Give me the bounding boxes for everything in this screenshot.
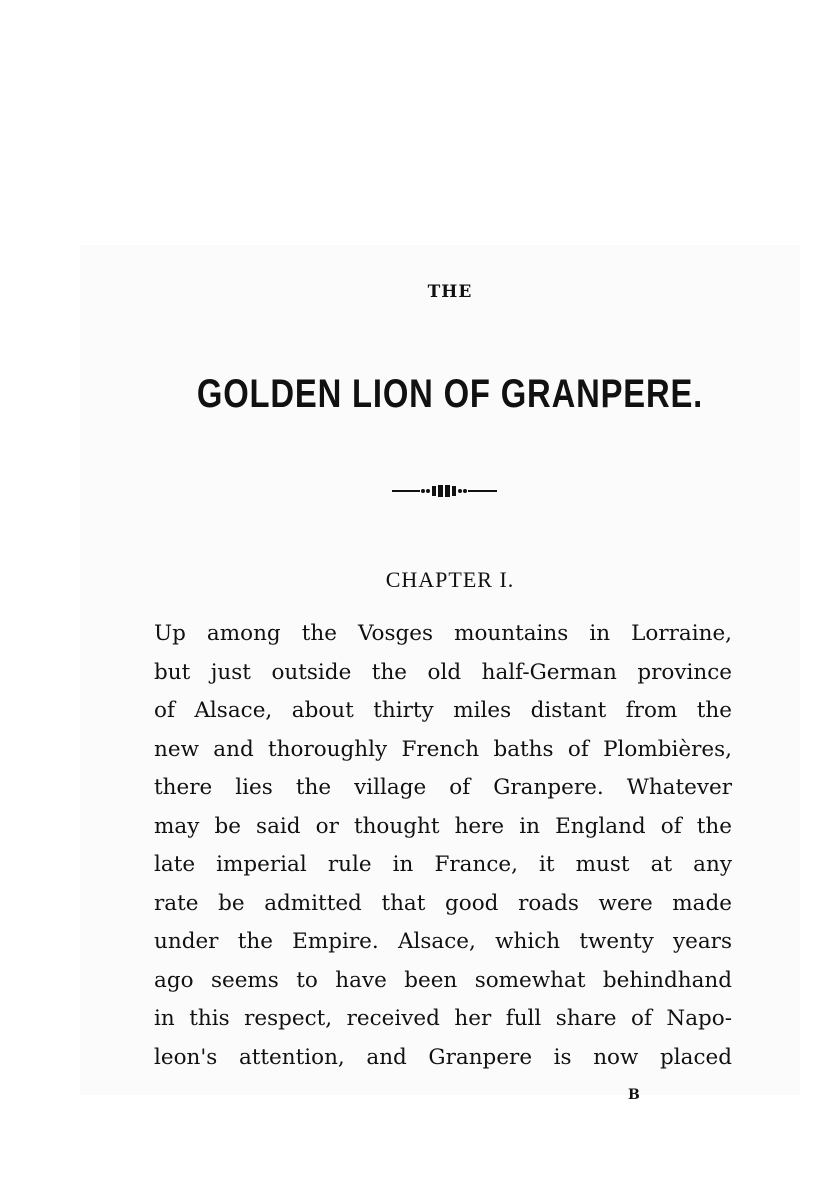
text-line: in this respect, received her full share of Napo- <box>154 1006 732 1031</box>
text-line: of Alsace, about thirty miles distant from the <box>154 698 732 723</box>
text-line: ago seems to have been somewhat behindhand <box>154 967 732 993</box>
text-line: but just outside the old half-German province <box>154 659 732 685</box>
chapter-heading: CHAPTER I. <box>385 567 515 592</box>
book-title: GOLDEN LION OF GRANPERE. <box>196 372 704 416</box>
signature-mark: B <box>628 1087 640 1103</box>
body-text <box>154 615 732 1077</box>
text-line: leon's attention, and Granpere is now placed <box>154 1044 732 1070</box>
text-line: late imperial rule in France, it must at any <box>154 852 732 877</box>
text-line: may be said or thought here in England of the <box>154 813 732 839</box>
text-line: rate be admitted that good roads were made <box>154 890 732 916</box>
text-line: new and thoroughly French baths of Plombières, <box>154 736 732 762</box>
ornament-divider-icon <box>392 483 497 499</box>
text-line: Up among the Vosges mountains in Lorraine, <box>154 621 732 646</box>
text-line: there lies the village of Granpere. Whatever <box>154 775 732 800</box>
title-article: THE <box>427 282 473 302</box>
text-line: under the Empire. Alsace, which twenty years <box>154 929 732 954</box>
